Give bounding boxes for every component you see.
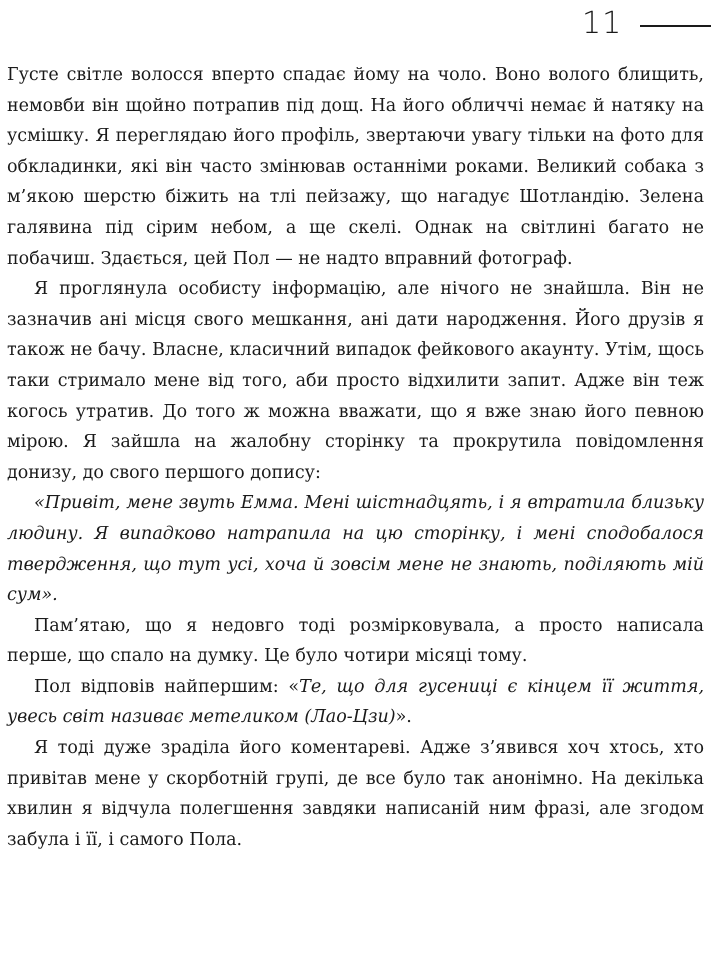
paragraph [7,60,704,274]
header-rule [640,25,711,27]
paragraph [7,274,704,488]
paragraph [7,488,704,610]
page-number: 11 [582,6,623,41]
paragraph-text: Я проглянула особисту інформацію, але нічого не знайшла. Він не зазначив ані місця свого мешкання, ані дати народження. Його друзів я також не бачу. Власне, класичний випадок фейкового акаунту. Утім, щось таки стримало мене від того, аби просто відхилити запит. Адже він теж когось утратив. До того ж можна вважати, що я вже знаю його певною мірою. Я зайшла на жалобну сторінку та прокрутила повідомлення донизу, до свого першого допису: [7,279,704,483]
quote-text: Те, що для гусениці є кінцем її життя, увесь світ називає метеликом (Лао-Цзи) [7,676,705,728]
paragraph [7,611,704,672]
paragraph-text: Я тоді дуже зраділа його коментареві. Адже з’явився хоч хтось, хто привітав мене у скорботній групі, де все було так анонімно. На декілька хвилин я відчула полегшення завдяки написаній ним фразі, але згодом забула і її, і самого Пола. [7,738,704,850]
paragraph-text: Пам’ятаю, що я недовго тоді розмірковувала, а просто написала перше, що спало на думку. Це було чотири місяці тому. [7,615,704,667]
paragraph-text: ». [395,707,412,728]
text-body [7,60,704,855]
quote-text: «Привіт, мене звуть Емма. Мені шістнадцять, і я втратила близьку людину. Я випадково натрапила на цю сторінку, і мені сподобалося твердження, що тут усі, хоча й зовсім мене не знають, поділяють мій сум». [7,493,704,606]
paragraph [7,733,704,855]
paragraph-text: Пол відповів найпершим: « [34,676,300,697]
paragraph [7,672,704,733]
paragraph-text: Густе світле волосся вперто спадає йому на чоло. Воно волого блищить, немовби він щойно потрапив під дощ. На його обличчі немає й натяку на усмішку. Я переглядаю його профіль, звертаючи увагу тільки на фото для обкладинки, які він часто змінював останніми роками. Великий собака з м’якою шерстю біжить на тлі пейзажу, що нагадує Шотландію. Зелена галявина під сірим небом, а ще скелі. Однак на світлині багато не побачиш. Здається, цей Пол — не надто вправний фотограф. [7,65,704,269]
